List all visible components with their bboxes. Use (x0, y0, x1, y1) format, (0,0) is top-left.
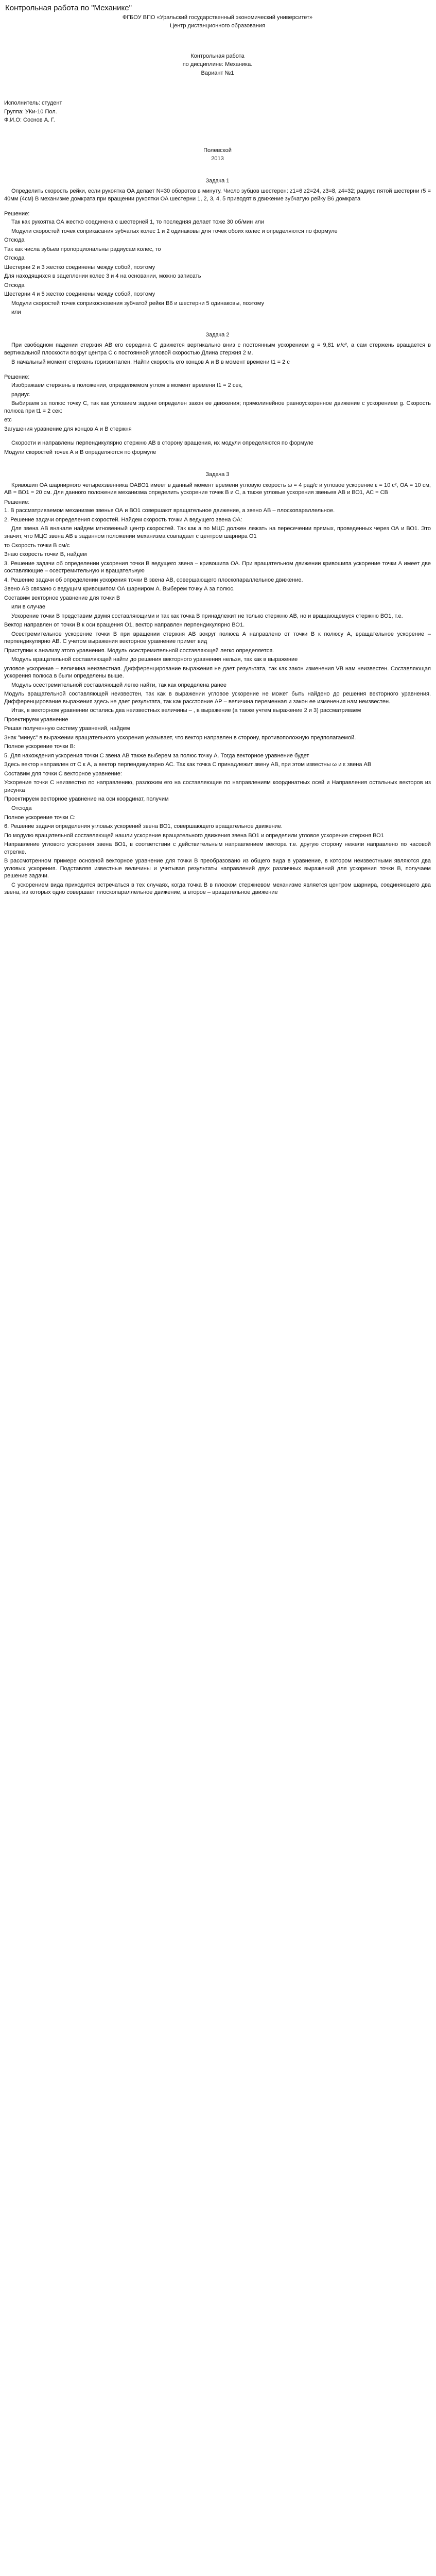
solution-line: то Скорость точки В см/с (4, 542, 70, 549)
document-title: Контрольная работа по "Механике" (5, 4, 132, 12)
solution-line: С ускорением вида приходится встречаться в тех случаях, когда точка В в плоском стержневом механизме является центром шарнира, соединяющего два звена, из которых одно совершает плоскопараллельное движение, а второе – вращательное движение (4, 882, 431, 896)
solution-line: 2. Решение задачи определения скоростей. Найдем скорость точки А ведущего звена ОА: (4, 516, 242, 523)
solution-line: Изображаем стержень в положении, определяемом углом в момент времени t1 = 2 сек, (11, 382, 243, 389)
cover-year: 2013 (211, 156, 224, 162)
solution-line: Модуль вращательной составляющей неизвестен, так как в выражении угловое ускорение не может быть найдено до решения векторного уравнения. Дифференцирование выражения здесь не дает результата, так как расстояние АР – величина переменная и закон ее изменения нам неизвестен. (4, 691, 431, 705)
task-3-title: Задача 3 (205, 471, 230, 478)
cover-student-name: Ф.И.О: Соснов А. Г. (4, 117, 55, 124)
solution-line: Шестерни 2 и 3 жестко соединены между собой, поэтому (4, 264, 155, 270)
task-2-solution (4, 382, 431, 456)
cover-performer: Испoлнитель: студент (4, 100, 62, 107)
solution-line: Ускорение точки С неизвестно по направлению, разложим его на составляющие по направлениям координатных осей и Направления остальных векторов из рисунка (4, 779, 431, 793)
solution-line: Составим векторное уравнение для точки В (4, 595, 120, 601)
solution-line: Выбираем за полюс точку С, так как условием задачи определен закон ее движения; прямолинейное равноускоренное движение с ускорением g. Скорость полюса при t1 = 2 сек: (4, 400, 431, 414)
solution-line: Знаю скорость точки В, найдем (4, 551, 87, 558)
solution-line: Отсюда (4, 237, 25, 244)
solution-line: 1. В рассматриваемом механизме звенья ОА и ВО1 совершают вращательное движение, а звено АВ – плоскопараллельное. (4, 507, 335, 514)
solution-line: В рассмотренном примере основной векторное уравнение для точки В преобразовано из общего вида в уравнение, в котором неизвестными являются два угловых ускорения. Подставляя известные величины и учитывая результаты направлений двух различных выражений для ускорения точки В, получаем решение задачи. (4, 858, 431, 879)
solution-line: По модулю вращательной составляющей нашли ускорение вращательного движения звена ВО1 и определили угловое ускорение стержня ВО1 (4, 832, 384, 839)
solution-line: угловое ускорение – величина неизвестная. Дифференцирование выражения не дает результата, так как закон изменения VB нам неизвестен. Составляющая ускорения полюса в были определены выше. (4, 665, 431, 680)
solution-line: Составим для точки С векторное уравнение: (4, 770, 122, 777)
solution-line: Проектируем векторное уравнение на оси координат, получим (4, 796, 169, 803)
task-2-solution-label: Решение: (4, 374, 30, 380)
solution-line: Отсюда (11, 805, 32, 811)
solution-line: или в случае (11, 604, 46, 611)
cover-variant: Вариант №1 (201, 70, 234, 76)
solution-line: Модули скоростей точек соприкосновения зубчатой рейки В6 и шестерни 5 одинаковы, поэтому (11, 300, 264, 307)
solution-line: Для находящихся в зацеплении колес 3 и 4 на основании, можно записать (4, 273, 201, 280)
task-2-title: Задача 2 (205, 331, 230, 338)
solution-line: Модуль вращательной составляющей найти до решения векторного уравнения нельзя, так как в выражение (11, 656, 298, 663)
solution-line: или (11, 309, 21, 316)
task-1-solution (4, 218, 431, 316)
task-1-condition: Определить скорость рейки, если рукоятка ОА делает N=30 оборотов в минуту. Число зубцов шестерен: z1=6 z2=24, z3=8, z4=32; радиус пятой шестерни r5 = 40мм (4см) В механизме домкрата при вращении рукоятки ОА шестерни 1, 2, 3, 4, 5 приводят в движение зубчатую рейку В6 домкрата (4, 188, 431, 202)
solution-line: Отсюда (4, 282, 25, 289)
solution-line: 3. Решение задачи об определении ускорения точки В ведущего звена – кривошипа ОА. При вращательном движении кривошипа ускорение точки А имеет две составляющие – осестремительную и вращательную (4, 560, 431, 574)
solution-line: Вектор направлен от точки В к оси вращения О1, вектор направлен перпендикулярно ВО1. (4, 622, 245, 629)
task-2-condition: При свободном падении стержня АВ его середина С движется вертикально вниз с постоянным ускорением g = 9,81 м/с², а сам стержень вращается в вертикальной плоскости вокруг центра С с постоянной угловой скоростью Длина стержня 2 м. (4, 342, 431, 356)
cover-city: Полевской (203, 147, 232, 154)
solution-line: Осестремительное ускорение точки В при вращении стержня АВ вокруг полюса А направлено от точки В к полюсу А, вращательное ускорение – перпендикулярно АВ. С учетом выражения векторное уравнение примет вид (4, 631, 431, 645)
solution-line: Приступим к анализу этого уравнения. Модуль осестремительной составляющей легко определяется. (4, 647, 274, 654)
solution-line: Так как рукоятка ОА жестко соединена с шестерней 1, то последняя делает тоже 30 об/мин или (11, 219, 264, 226)
solution-line: Здесь вектор направлен от С к А, а вектор перпендикулярно АС. Так как точка С принадлежит звену АВ, при этом известны ω и ε звена АВ (4, 761, 372, 768)
solution-line: Скорости и направлены перпендикулярно стержню АВ в сторону вращения, их модули определяются по формуле (11, 440, 313, 447)
solution-line: 6. Решение задачи определения угловых ускорений звена ВО1, совершающего вращательное движение. (4, 823, 283, 830)
task-3-solution-label: Решение: (4, 499, 30, 505)
solution-line: 4. Решение задачи об определении ускорения точки В звена АВ, совершающего плоскопараллельное движение. (4, 577, 303, 583)
cover-work-title: Контрольная работа (190, 53, 245, 59)
task-1-title: Задача 1 (205, 177, 230, 184)
solution-line: радиус (11, 391, 30, 398)
solution-line: Направление углового ускорения звена ВО1, в соответствии с действительным направлением вектора т.е. другую сторону нежели направлено по часовой стрелке. (4, 841, 431, 855)
solution-line: Звено АВ связано с ведущим кривошипом ОА шарниром А. Выберем точку А за полюс. (4, 586, 235, 592)
solution-line: 5. Для нахождения ускорения точки С звена АВ также выберем за полюс точку А. Тогда векторное уравнение будет (4, 752, 309, 759)
task-3-condition: Кривошип ОА шарнирного четырехзвенника ОАВО1 имеет в данный момент времени угловую скорость ω = 4 рад/с и угловое ускорение ε = 10 с², ОА = 10 см, АВ = ВО1 = 20 см. Для данного положения механизма определить ускорение точек В и С, а также угловые ускорения звеньев АВ и ВО1, АС = СВ (4, 482, 431, 496)
organization-name: ФГБОУ ВПО «Уральский государственный экономический университет» (122, 14, 313, 21)
solution-line: Решая полученную систему уравнений, найдем (4, 725, 130, 732)
solution-line: Модуль осестремительной составляющей легко найти, так как определена ранее (11, 682, 227, 688)
solution-line: etc (4, 417, 12, 423)
cover-group: Группа: УКи-10 Пол. (4, 108, 57, 115)
solution-line: Полное ускорение точки В: (4, 743, 76, 750)
center-name: Центр дистанционного образования (169, 23, 266, 29)
task-2-condition-2: В начальный момент стержень горизонтален. Найти скорость его концов А и В в момент времени t1 = 2 с (11, 359, 290, 366)
task-1-solution-label: Решение: (4, 210, 30, 217)
solution-line: Проектируем уравнение (4, 716, 68, 723)
solution-line: Загушения уравнение для концов А и В стержня (4, 426, 132, 432)
solution-line: Знак "минус" в выражении вращательного ускорения указывает, что вектор направлен в сторону, противоположную предполагаемой. (4, 734, 356, 741)
solution-line: Так как числа зубьев пропорциональны радиусам колес, то (4, 246, 161, 252)
solution-line: Шестерни 4 и 5 жестко соединены между собой, поэтому (4, 291, 155, 298)
task-3-solution (4, 507, 431, 896)
solution-line: Модули скоростей точек соприкасания зубчатых колес 1 и 2 одинаковы для точек обоих колес и определяются по формуле (11, 228, 338, 234)
solution-line: Модули скоростей точек А и В определяются по формуле (4, 449, 156, 455)
solution-line: Для звена АВ вначале найдем мгновенный центр скоростей. Так как а по МЦС должен лежать на пересечении прямых, проведенных через ОА и ВО1. Это значит, что МЦС звена АВ в заданном положении механизма совпадает с центром шарнира О1 (4, 526, 431, 539)
solution-line: Ускорение точки В представим двумя составляющими и так как точка В принадлежит не только стержню АВ, но и вращающемуся стержню ВО1, т.е. (11, 613, 403, 619)
solution-line: Итак, в векторном уравнении остались два неизвестных величины – , в выражение (а также учтем выражение 2 и 3) рассматриваем (11, 707, 361, 714)
solution-line: Отсюда (4, 255, 25, 262)
solution-line: Полное ускорение точки С: (4, 814, 76, 821)
cover-discipline: по дисциплине: Механика. (182, 61, 253, 68)
